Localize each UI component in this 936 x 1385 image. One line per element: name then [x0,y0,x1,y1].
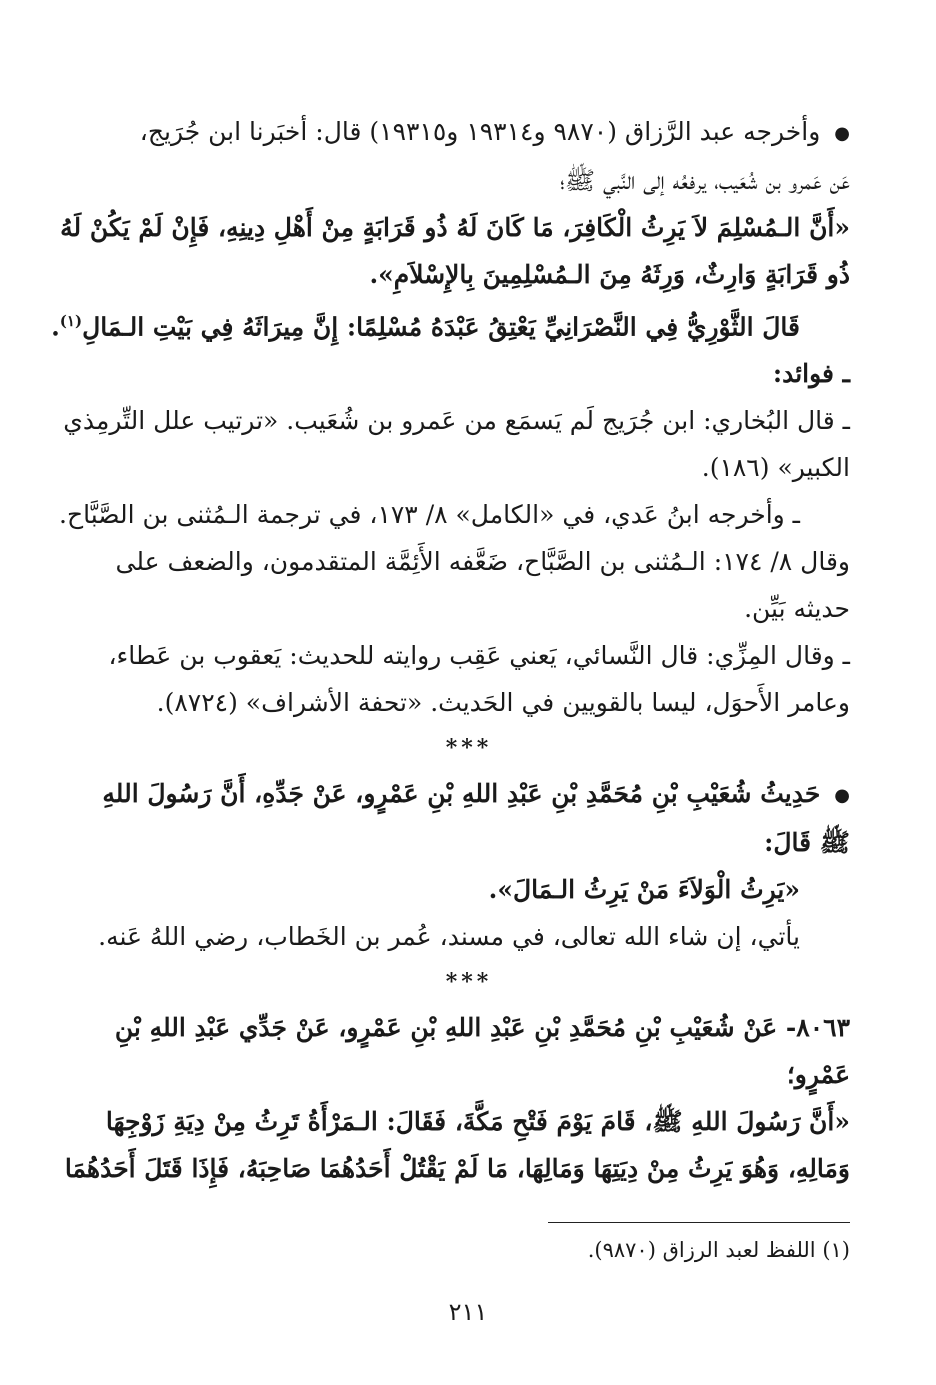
page-number: ٢١١ [448,1298,488,1326]
hadith-line: وَمَالِهِ، وَهُوَ يَرِثُ مِنْ دِيَتِهَا وَمَالِهَا، مَا لَمْ يَقْتُلْ أَحَدُهُمَا صَاحِبَهُ، فَإِذَا قَتَلَ أَحَدُهُمَا [64,1154,850,1184]
footnote-separator [548,1222,850,1223]
footnote-marker: (١) [59,312,83,330]
line-text: حَدِيثُ شُعَيْبِ بْنِ مُحَمَّدِ بْنِ عَبْدِ اللهِ بْنِ عَمْرٍو، عَنْ جَدِّهِ، أَنَّ رَسُولَ اللهِ [102,779,821,809]
separator-stars: *** [445,969,493,996]
section-heading: ـ فوائد: [772,359,850,389]
hadith-line: عَمْرٍو؛ [786,1060,850,1090]
page-body [51,108,850,1192]
text-line: وقال ٨/ ١٧٤: الـمُثنى بن الصَّبَّاح، ضَعَّفه الأَئِمَّة المتقدمون، والضعف على [115,547,850,577]
text-line [88,108,850,157]
footnote: (١) اللفظ لعبد الرزاق (٩٨٧٠). [587,1238,850,1262]
text-line: حديثه بَيِّن. [744,594,850,624]
hadith-line: «أَنَّ رَسُولَ اللهِ ﷺ، قَامَ يَوْمَ فَتْحِ مَكَّةَ، فَقَالَ: الـمَرْأَةُ تَرِثُ مِنْ دِيَةِ زَوْجِهَا [105,1107,850,1137]
bullet-icon: ● [834,785,850,807]
hadith-line [88,770,850,819]
hadith-line: ٨٠٦٣- عَنْ شُعَيْبِ بْنِ مُحَمَّدِ بْنِ عَبْدِ اللهِ بْنِ عَمْرٍو، عَنْ جَدِّي عَبْدِ اللهِ بْنِ [114,1013,850,1043]
hadith-line: «يَرِثُ الْوَلاَءَ مَنْ يَرِثُ الـمَالَ». [488,875,800,905]
hadith-line: ﷺ قَالَ: [764,828,850,858]
text-line: ـ وأخرجه ابنُ عَدي، في «الكامل» ٨/ ١٧٣، في ترجمة الـمُثنى بن الصَّبَّاح. [59,500,800,530]
quote-line [51,298,850,350]
separator-stars: *** [445,735,493,762]
text-line: وعامر الأَحوَل، ليسا بالقويين في الحَديث. «تحفة الأشراف» (٨٧٢٤). [156,688,850,718]
text-line: الكبير» (١٨٦). [701,453,850,483]
text-line: عَن عَمرو بن شُعَيب، يرفعُه إلى النَّبي ﷺ؛ [559,166,850,195]
hadith-line: «أَنَّ الـمُسْلِمَ لاَ يَرِثُ الْكَافِرَ، مَا كَانَ لَهُ ذُو قَرَابَةٍ مِنْ أَهْلِ دِينِهِ، فَإِنْ لَمْ يَكُنْ لَهُ [60,213,850,242]
line-text: وأخرجه عبد الرَّزاق (٩٨٧٠ و١٩٣١٤ و١٩٣١٥) قال: أخبَرنا ابن جُرَيج، [139,117,821,146]
line-text: قَالَ الثَّوْرِيُّ فِي النَّصْرَانِيِّ يَعْتِقُ عَبْدَهُ مُسْلِمًا: إِنَّ مِيرَاثَهُ فِي بَيْتِ الـمَالِ [82,312,800,342]
bullet-icon: ● [834,123,850,144]
text-line: ـ وقال المِزِّي: قال النَّسائي، يَعني عَقِب روايته للحديث: يَعقوب بن عَطاء، [108,641,850,671]
hadith-line: ذُو قَرَابَةٍ وَارِثٌ، وَرِثَهُ مِنَ الـمُسْلِمِينَ بِالإِسْلاَمِ». [369,260,850,289]
text-line: ـ قال البُخاري: ابن جُرَيج لَم يَسمَع من عَمرو بن شُعَيب. «ترتيب علل التِّرمِذي [63,406,850,436]
line-text: . [51,312,60,342]
text-line: يأتي، إن شاء الله تعالى، في مسند، عُمر بن الخَطاب، رضي اللهُ عَنه. [98,922,800,952]
